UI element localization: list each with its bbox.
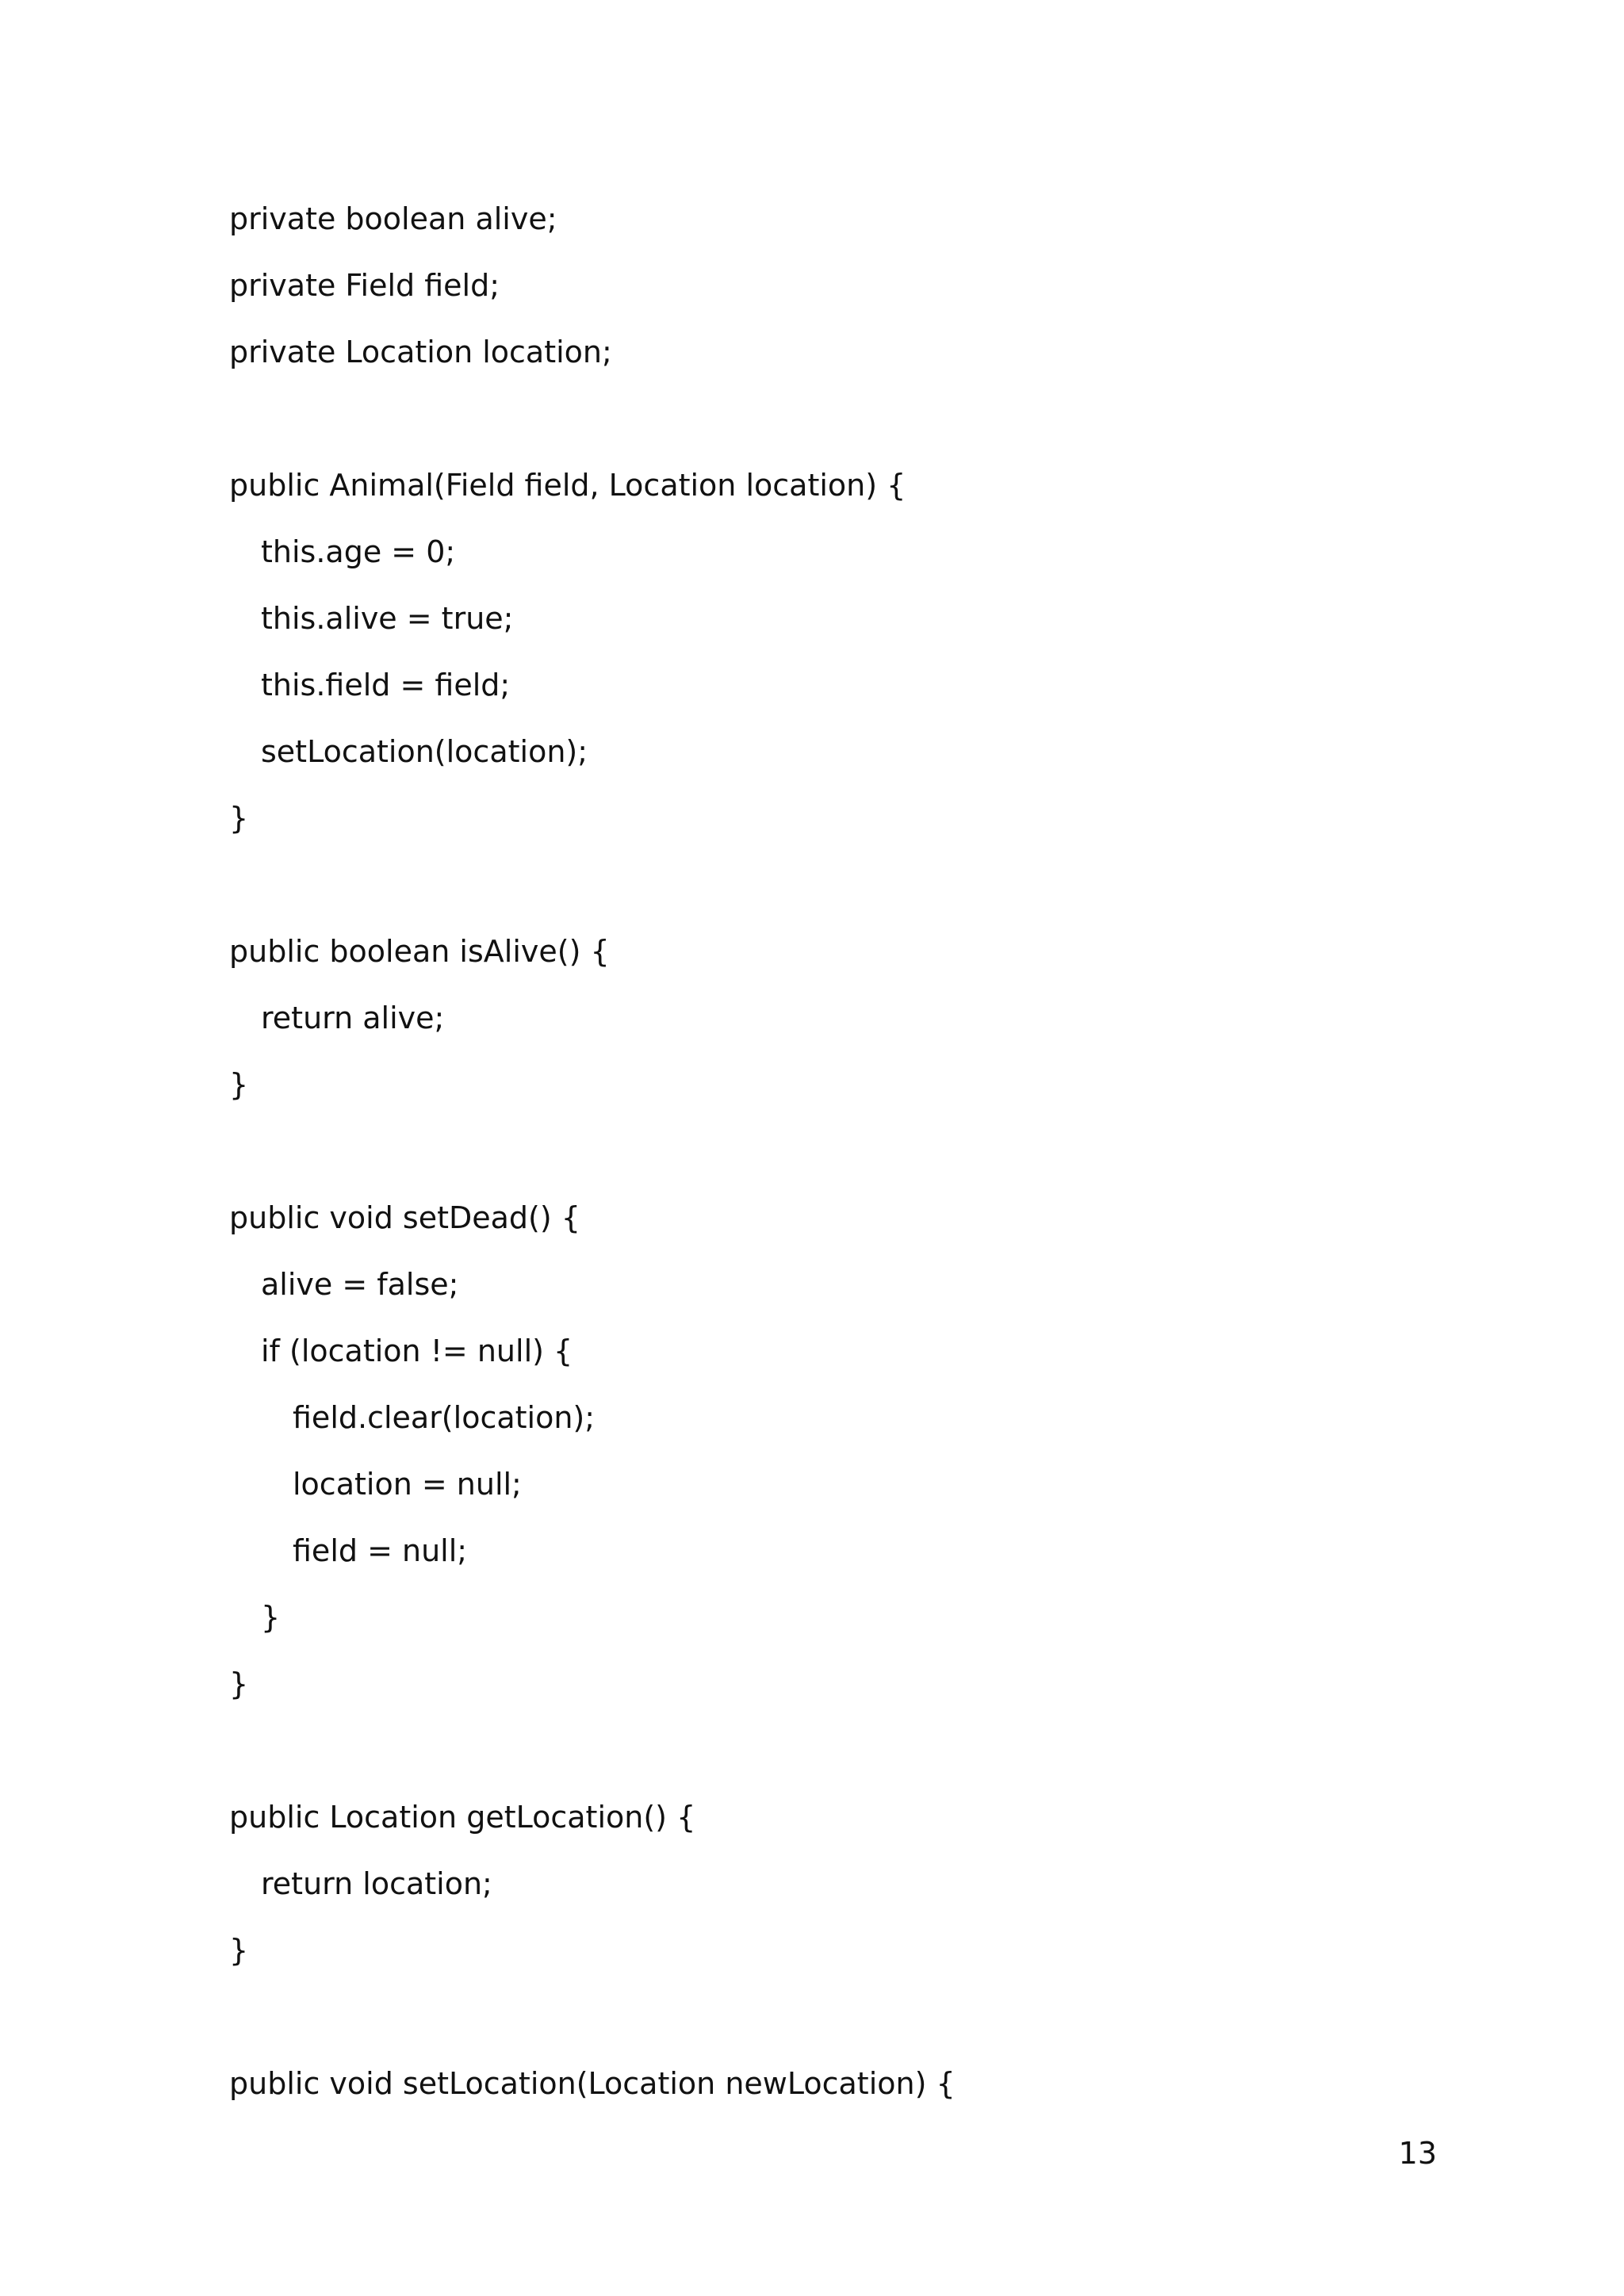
blank-line (229, 1995, 956, 2061)
code-line: public Animal(Field field, Location location) { (229, 468, 906, 503)
code-line: setLocation(location); (261, 734, 588, 769)
code-line: alive = false; (261, 1267, 459, 1302)
code-line: return location; (261, 1866, 492, 1901)
code-line: public void setDead() { (229, 1200, 580, 1235)
code-line: } (229, 1667, 249, 1701)
code-line: public void setLocation(Location newLocation) { (229, 2066, 956, 2101)
code-line: field = null; (293, 1533, 468, 1568)
blank-line (229, 863, 956, 929)
code-listing (229, 197, 956, 2128)
code-line: private boolean alive; (229, 201, 557, 236)
code-line: this.field = field; (261, 668, 511, 702)
blank-line (229, 396, 956, 463)
code-line: } (229, 1933, 249, 1968)
code-line: return alive; (261, 1001, 445, 1035)
code-line: public Location getLocation() { (229, 1800, 696, 1835)
code-line: this.alive = true; (261, 601, 514, 636)
code-line: } (229, 1067, 249, 1102)
code-line: field.clear(location); (293, 1400, 596, 1435)
code-line: if (location != null) { (261, 1334, 573, 1368)
code-line: private Field field; (229, 268, 500, 303)
blank-line (229, 1728, 956, 1795)
code-line: private Location location; (229, 335, 612, 369)
page-number: 13 (1398, 2136, 1437, 2171)
code-line: public boolean isAlive() { (229, 934, 610, 969)
code-line: location = null; (293, 1467, 522, 1502)
blank-line (229, 1129, 956, 1196)
code-line: } (229, 801, 249, 836)
code-line: } (261, 1600, 281, 1635)
code-line: this.age = 0; (261, 534, 456, 569)
